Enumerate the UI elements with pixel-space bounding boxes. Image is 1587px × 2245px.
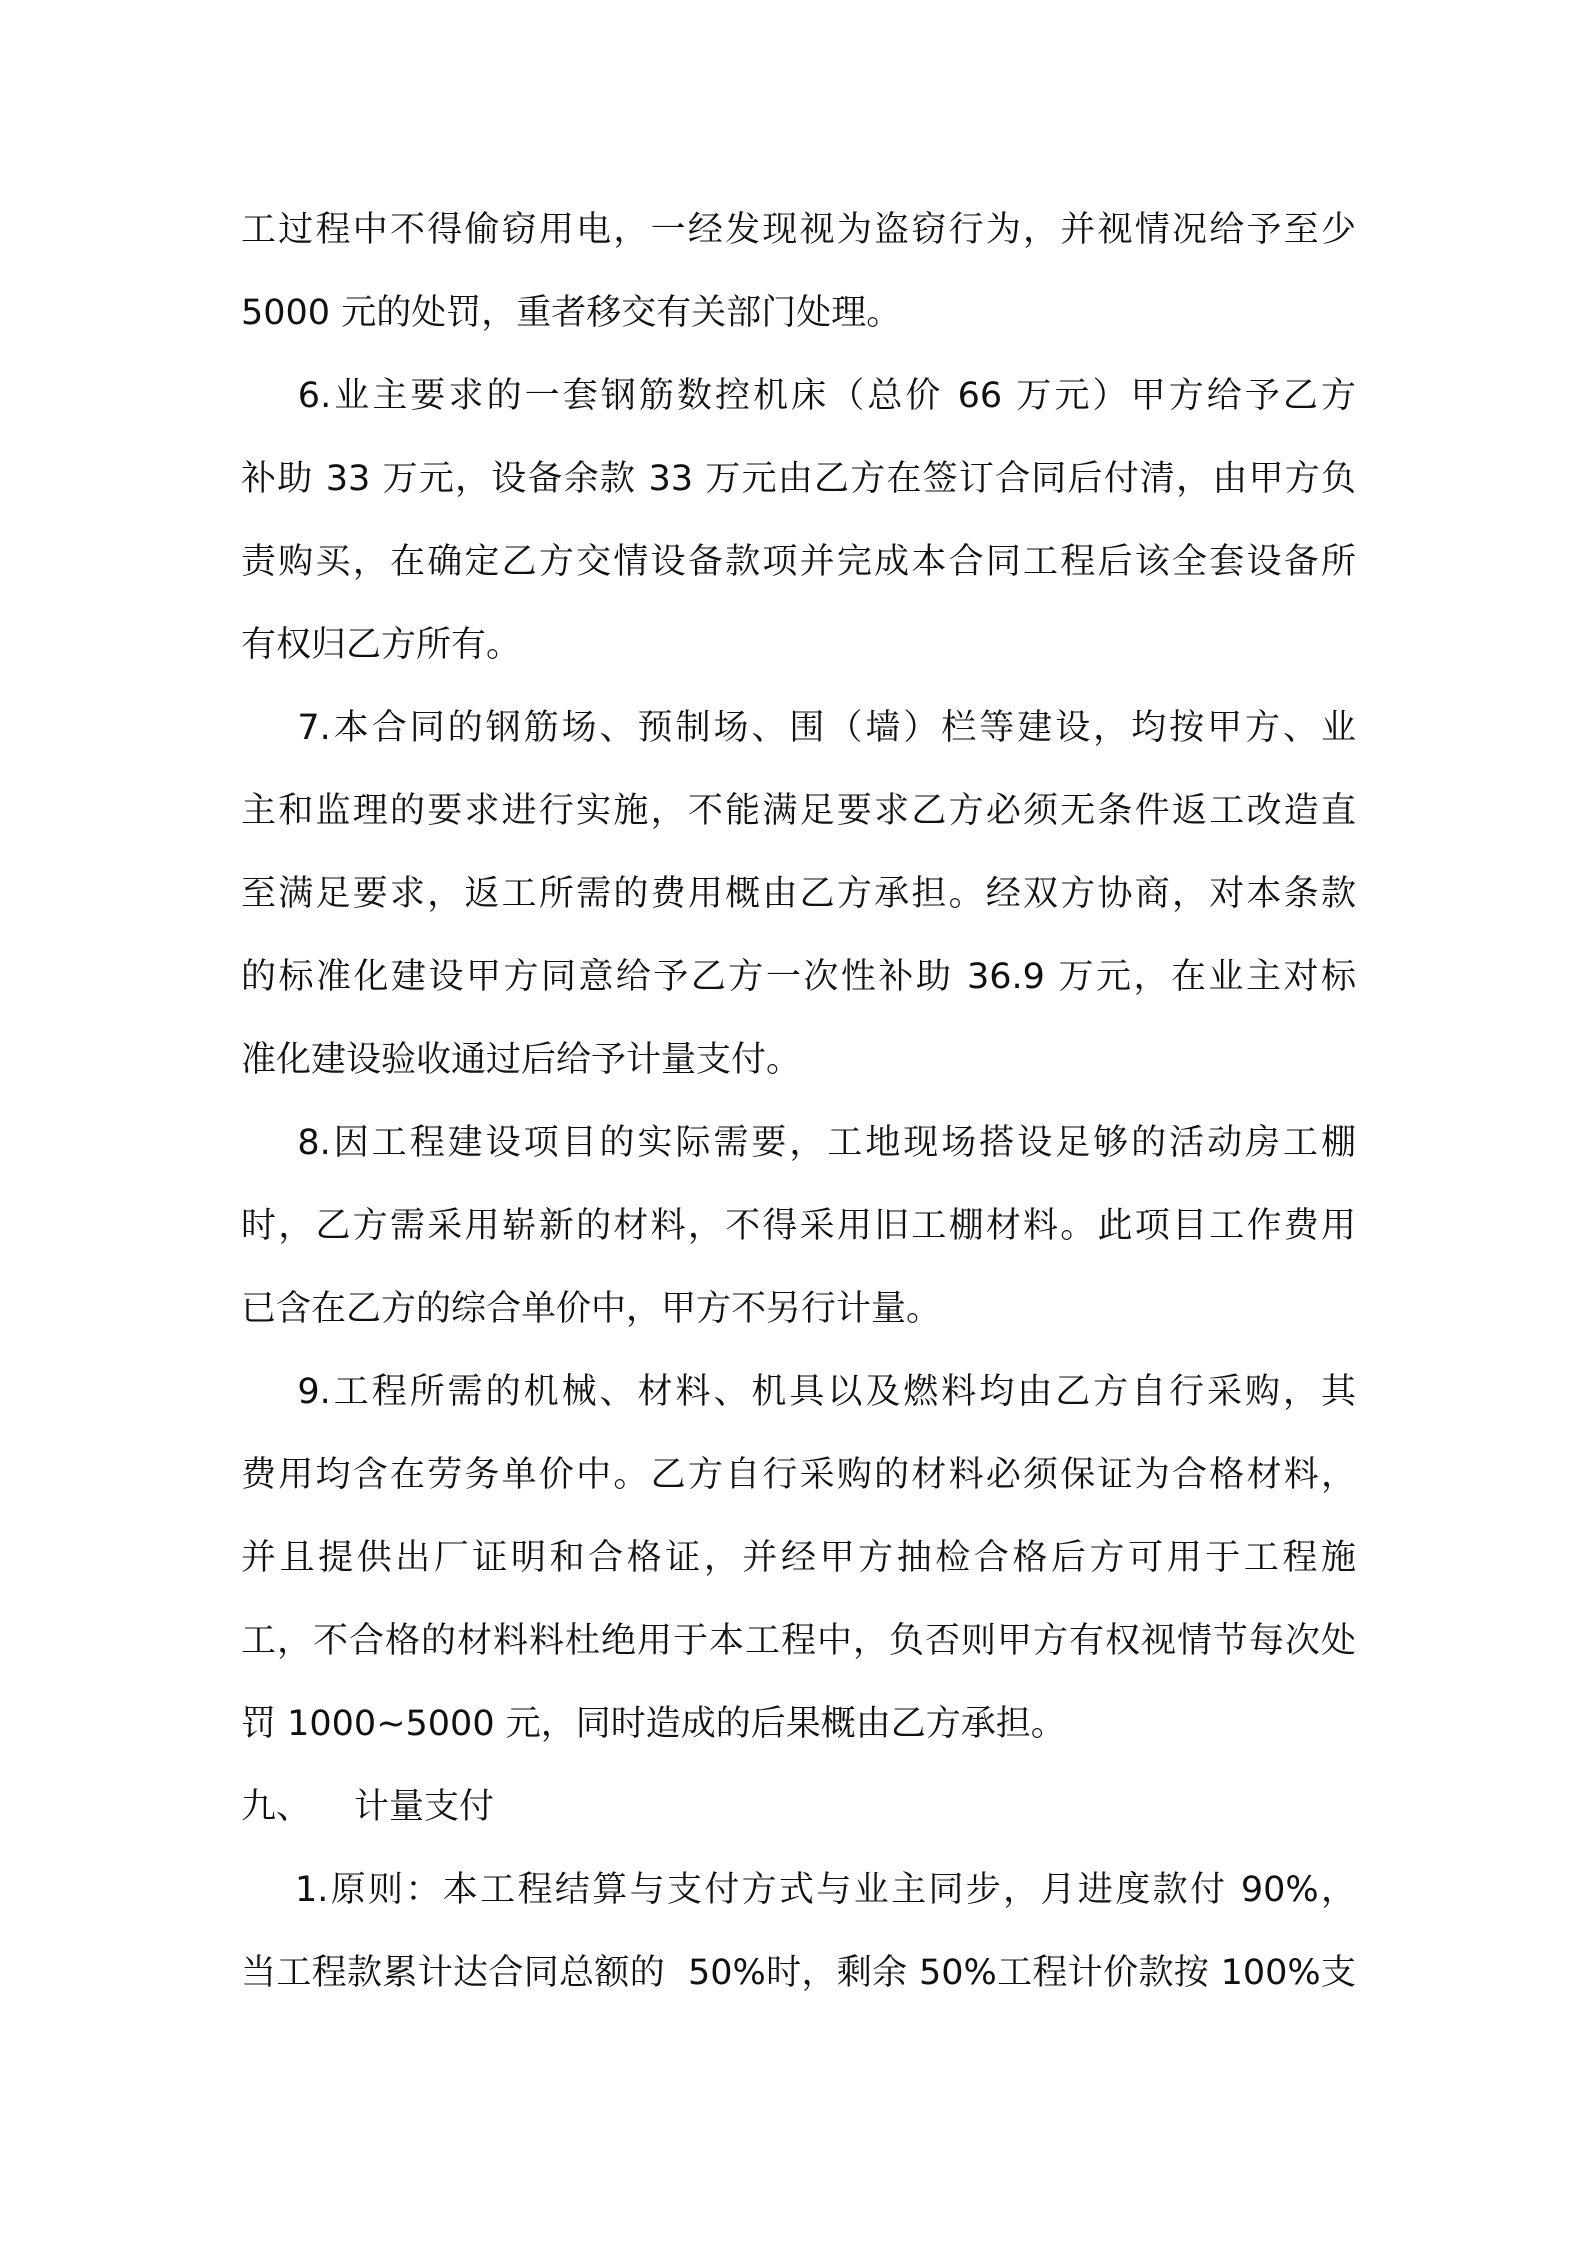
text-line: 的标准化建设甲方同意给予乙方一次性补助 36.9 万元，在业主对标: [241, 957, 1356, 997]
text-line: 补助 33 万元，设备余款 33 万元由乙方在签订合同后付清，由甲方负: [241, 459, 1356, 499]
section-heading: [241, 1766, 1356, 1849]
text-line: 并且提供出厂证明和合格证，并经甲方抽检合格后方可用于工程施: [241, 1538, 1356, 1578]
text-line: 准化建设验收通过后给予计量支付。: [241, 1040, 802, 1080]
section-title: 计量支付: [354, 1787, 495, 1827]
text-line: 工过程中不得偷窃用电，一经发现视为盗窃行为，并视情况给予至少: [241, 210, 1356, 250]
text-line: 主和监理的要求进行实施，不能满足要求乙方必须无条件返工改造直: [241, 791, 1356, 831]
text-line: 至满足要求，返工所需的费用概由乙方承担。经双方协商，对本条款: [241, 874, 1356, 914]
text-line: 费用均含在劳务单价中。乙方自行采购的材料必须保证为合格材料，: [241, 1455, 1356, 1495]
text-line: 5000 元的处罚，重者移交有关部门处理。: [241, 293, 902, 333]
text-line: 已含在乙方的综合单价中，甲方不另行计量。: [241, 1289, 942, 1329]
text-line: 罚 1000~5000 元，同时造成的后果概由乙方承担。: [241, 1704, 1066, 1744]
text-line: 有权归乙方所有。: [241, 625, 522, 665]
text-line: 工，不合格的材料料杜绝用于本工程中，负否则甲方有权视情节每次处: [241, 1621, 1356, 1661]
section-number: 九、: [241, 1787, 312, 1827]
text-line: 责购买，在确定乙方交情设备款项并完成本合同工程后该全套设备所: [241, 542, 1356, 582]
document-body: [241, 189, 1356, 2015]
text-line: 9.工程所需的机械、材料、机具以及燃料均由乙方自行采购，其: [241, 1372, 1356, 1412]
text-line: 1.原则：本工程结算与支付方式与业主同步，月进度款付 90%，: [241, 1870, 1356, 1910]
text-line: 8.因工程建设项目的实际需要，工地现场搭设足够的活动房工棚: [241, 1123, 1356, 1163]
text-line: 当工程款累计达合同总额的 50%时，剩余 50%工程计价款按 100%支: [241, 1953, 1356, 1993]
text-line: 7.本合同的钢筋场、预制场、围（墙）栏等建设，均按甲方、业: [241, 708, 1356, 748]
text-line: 时，乙方需采用崭新的材料，不得采用旧工棚材料。此项目工作费用: [241, 1206, 1356, 1246]
text-line: 6.业主要求的一套钢筋数控机床（总价 66 万元）甲方给予乙方: [241, 376, 1356, 416]
